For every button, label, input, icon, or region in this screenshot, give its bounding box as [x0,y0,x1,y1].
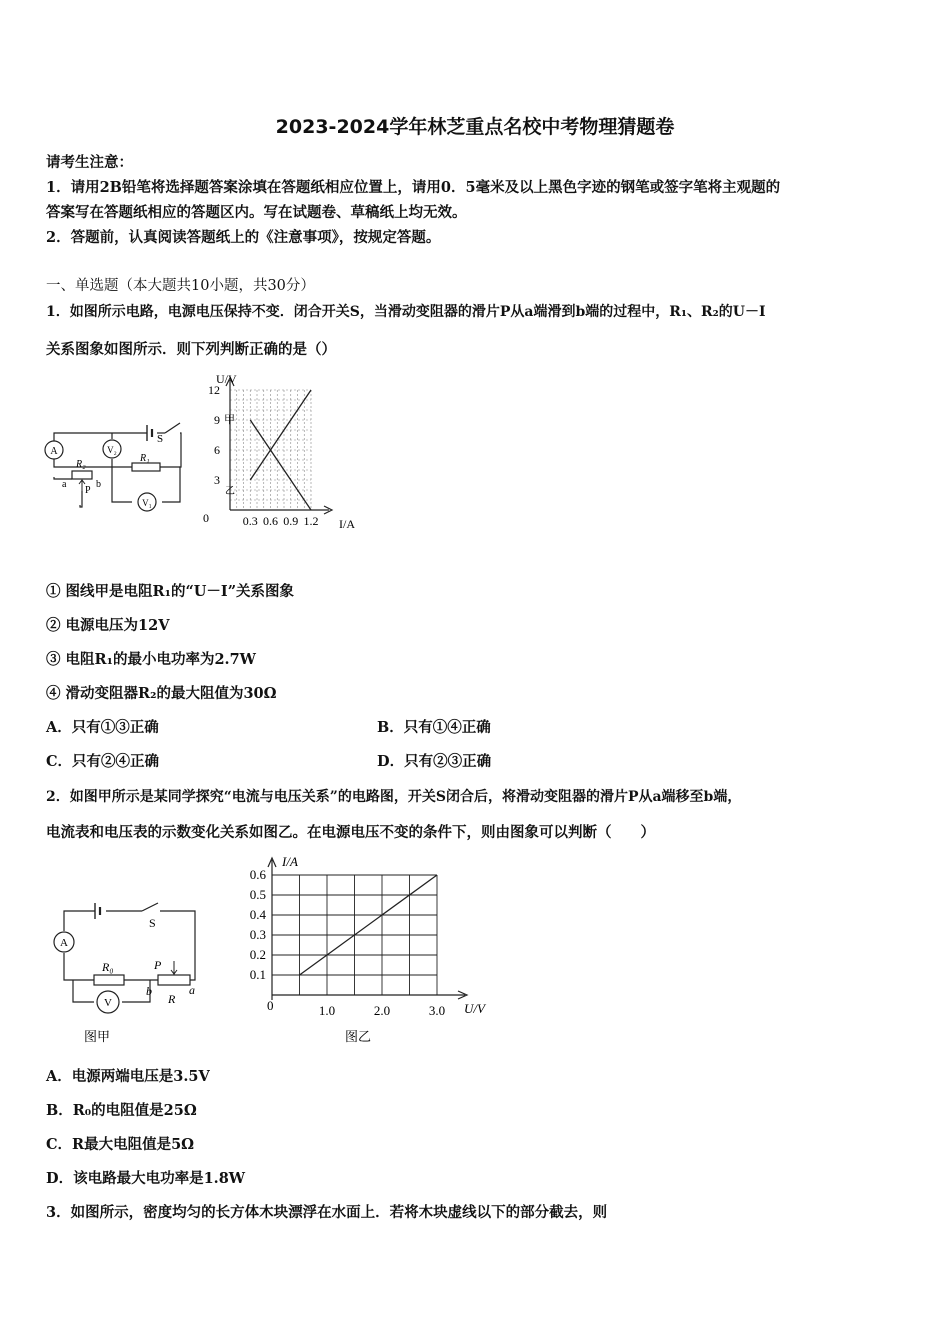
q2-stem-b: 电流表和电压表的示数变化关系如图乙。在电源电压不变的条件下，则由图象可以判断（ ） [46,824,655,841]
q2-resistor-r0 [94,975,124,985]
notice-item-1b: 答案写在答题纸相应的答题区内。写在试题卷、草稿纸上均无效。 [46,204,467,221]
q2-x-label: U/V [464,1001,485,1016]
q2-voltmeter-label: V [104,997,112,1009]
q1-option-d[interactable]: D．只有②③正确 [377,753,492,770]
q1-option-a[interactable]: A．只有①③正确 [46,719,159,736]
q1-r1-label: R₁ [140,453,150,464]
q2-circuit-diagram [50,895,220,1055]
q1-v2-label: V₂ [107,445,117,455]
q2-xtick-2.0: 2.0 [373,1003,391,1018]
q2-origin: 0 [267,998,274,1013]
q1-series-yi-line [250,390,311,480]
q1-ui-graph [194,370,366,535]
q1-label-yi: 乙 [225,486,235,497]
q2-option-b[interactable]: B．R₀的电阻值是25Ω [46,1102,197,1119]
q2-terminal-a: a [189,983,195,997]
q1-stem-a: 1．如图所示电路，电源电压保持不变．闭合开关S，当滑动变阻器的滑片P从a端滑到b端的过程中，R₁、R₂的U－I [46,304,766,320]
q1-origin: 0 [203,511,209,525]
q2-iu-graph [230,850,510,1050]
q1-stem-b: 关系图象如图所示．则下列判断正确的是（） [46,341,336,358]
q3-stem: 3．如图所示，密度均匀的长方体木块漂浮在水面上．若将木块虚线以下的部分截去，则 [46,1204,608,1221]
q2-ytick-0.2: 0.2 [249,947,266,962]
q1-ytick-6: 6 [214,443,220,457]
q2-xtick-1.0: 1.0 [318,1003,336,1018]
q1-x-label: I/A [339,517,355,531]
q1-xtick-0.9: 0.9 [283,514,299,528]
q1-statement-2: ② 电源电压为12V [46,617,170,634]
q1-ytick-3: 3 [214,473,220,487]
q2-stem-a: 2．如图甲所示是某同学探究“电流与电压关系”的电路图，开关S闭合后，将滑动变阻器的滑片P从a端移至b端， [46,789,742,805]
q2-ammeter-label: A [60,937,68,949]
q1-y-label: U/V [216,372,237,386]
q2-terminal-b: b [146,984,152,998]
q2-rheostat-r [158,975,190,985]
q1-xtick-0.6: 0.6 [263,514,278,528]
q1-ytick-12: 12 [208,383,220,397]
q2-xtick-3.0: 3.0 [428,1003,446,1018]
q1-statement-4: ④ 滑动变阻器R₂的最大阻值为30Ω [46,685,277,702]
q2-ytick-0.4: 0.4 [249,907,266,922]
q2-caption-yi: 图乙 [345,1029,372,1044]
q2-caption-jia: 图甲 [84,1029,111,1044]
q2-slider-p: P [154,958,162,972]
q2-ytick-0.3: 0.3 [249,927,266,942]
q2-ytick-0.5: 0.5 [249,887,266,902]
q1-resistor-r1 [132,463,160,471]
q2-r0-label: R₀ [102,960,114,974]
q1-circuit-diagram [40,405,190,515]
notice-item-1a: 1．请用2B铅笔将选择题答案涂填在答题纸相应位置上，请用0．5毫米及以上黑色字迹的钢笔或签字笔将主观题的 [46,179,781,196]
q2-ytick-0.1: 0.1 [249,967,266,982]
q2-switch-label: S [149,916,156,930]
q2-ytick-0.6: 0.6 [249,867,266,882]
q2-option-d[interactable]: D．该电路最大电功率是1.8W [46,1170,246,1187]
q2-r-label: R [168,992,176,1006]
q1-option-b[interactable]: B．只有①④正确 [377,719,491,736]
q1-ytick-9: 9 [214,413,220,427]
q1-r2-label: R₂ [76,459,86,470]
q1-switch-label: S [157,433,164,445]
q1-ammeter-label: A [50,446,58,457]
notice-item-2: 2．答题前，认真阅读答题纸上的《注意事项》，按规定答题。 [46,229,441,246]
q1-slider-p: P [85,485,91,496]
notice-heading: 请考生注意： [46,154,133,171]
q2-series-line [300,875,438,975]
q1-series-jia-line [250,420,311,510]
q2-option-c[interactable]: C．R最大电阻值是5Ω [46,1136,195,1153]
q1-statement-3: ③ 电阻R₁的最小电功率为2.7W [46,651,256,668]
q1-terminal-b: b [96,479,101,490]
q1-statement-1: ① 图线甲是电阻R₁的“U－I”关系图象 [46,583,295,600]
q1-rheostat-r2 [72,471,92,479]
q1-xtick-1.2: 1.2 [303,514,319,528]
q1-terminal-a: a [62,479,67,490]
q1-label-jia: 甲 [224,414,235,426]
q1-v1-label: V₁ [142,498,152,508]
section-heading: 一、单选题（本大题共10小题，共30分） [46,278,315,294]
q1-xtick-0.3: 0.3 [242,514,258,528]
q1-option-c[interactable]: C．只有②④正确 [46,753,160,770]
q2-y-label: I/A [282,854,298,869]
q2-option-a[interactable]: A．电源两端电压是3.5V [46,1068,210,1085]
page-title: 2023-2024学年林芝重点名校中考物理猜题卷 [275,116,675,138]
